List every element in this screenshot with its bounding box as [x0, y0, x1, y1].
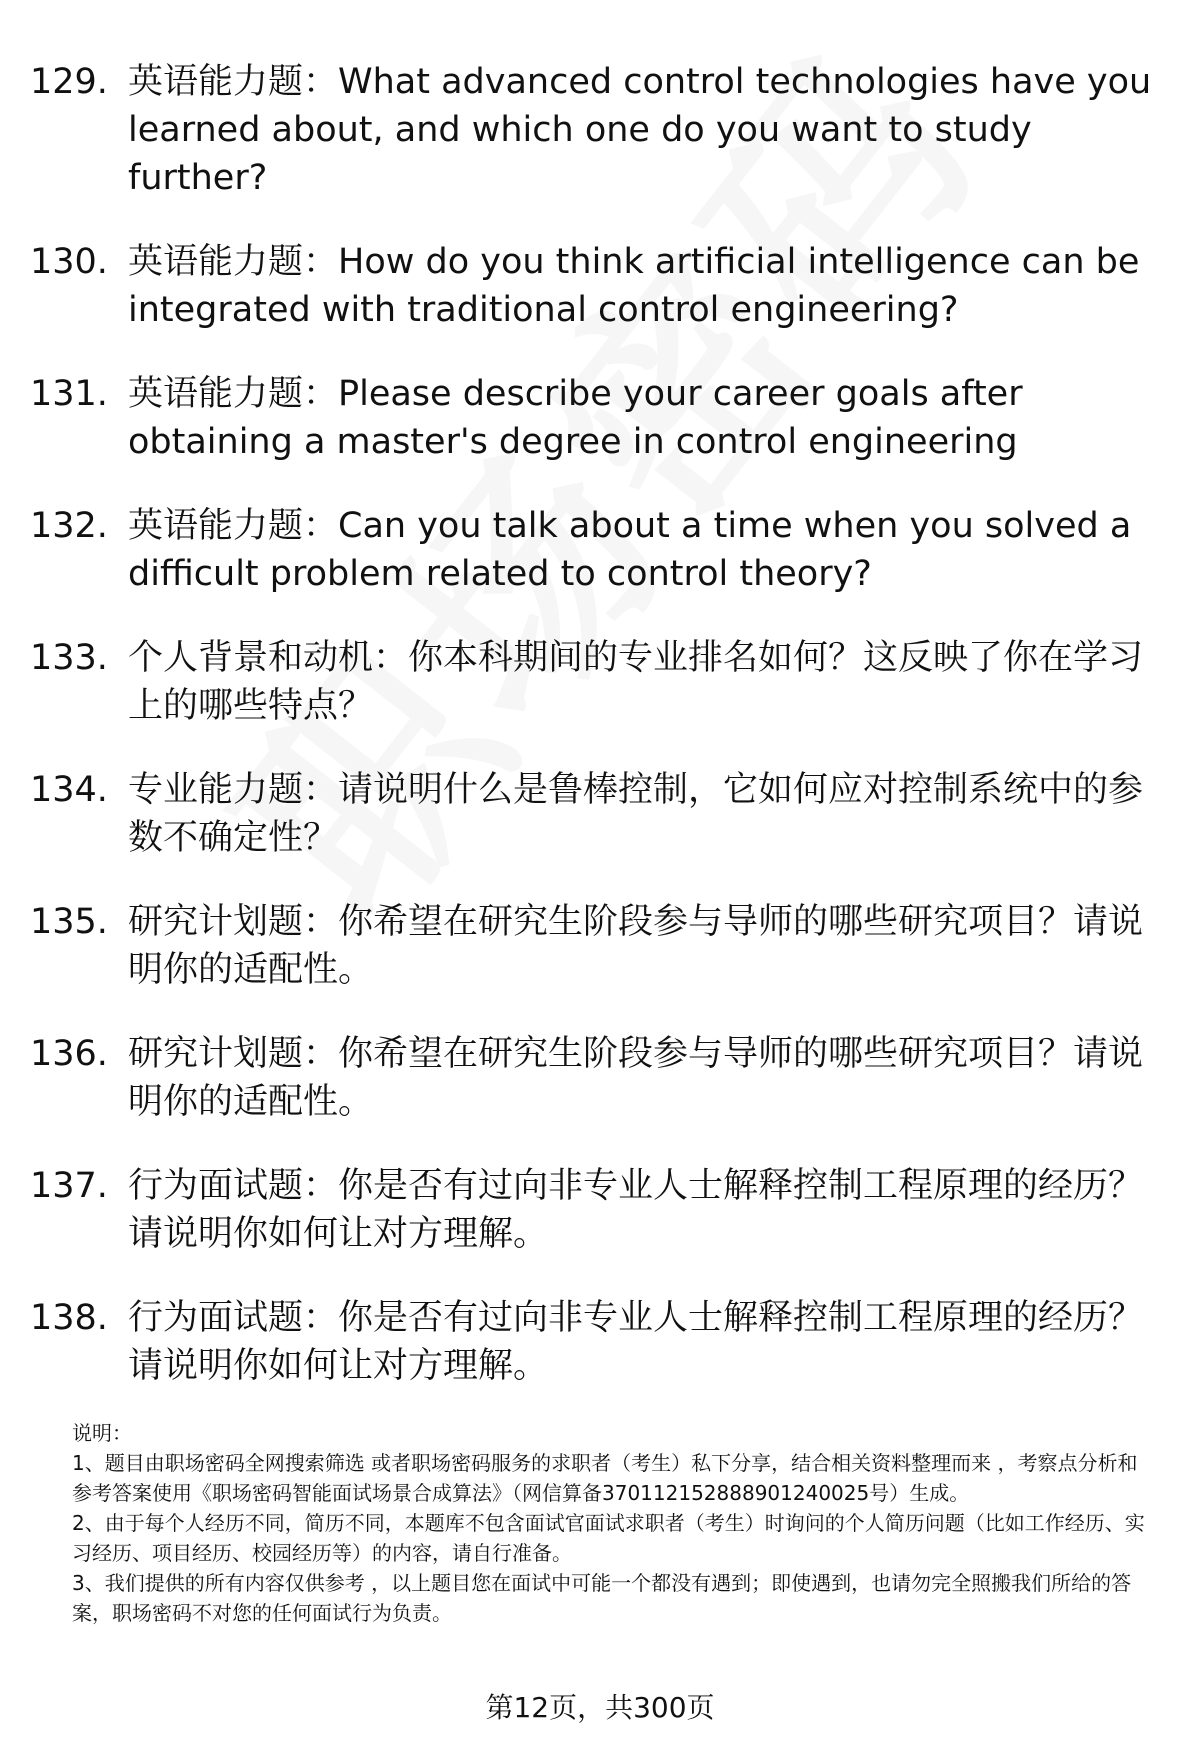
- question-text: 研究计划题：你希望在研究生阶段参与导师的哪些研究项目？请说明你的适配性。: [128, 1034, 1144, 1122]
- question-text: 英语能力题：How do you think artificial intelligence can be integrated with traditional control engineering?: [128, 242, 1140, 330]
- note-item: 1、题目由职场密码全网搜索筛选 或者职场密码服务的求职者（考生）私下分享，结合相关资料整理而来 ，考察点分析和参考答案使用《职场密码智能面试场景合成算法》（网信算备370112152888901240025号）生成。: [72, 1451, 1138, 1505]
- question-item: [30, 1030, 1170, 1126]
- question-item: [30, 370, 1170, 466]
- page-number: 第12页，共300页: [485, 1691, 715, 1724]
- notes-heading: 说明：: [72, 1421, 132, 1445]
- question-item: [30, 58, 1170, 202]
- question-text: 专业能力题：请说明什么是鲁棒控制，它如何应对控制系统中的参数不确定性？: [128, 770, 1144, 858]
- question-number: 136.: [30, 1034, 108, 1074]
- question-number: 135.: [30, 902, 108, 942]
- question-text: 研究计划题：你希望在研究生阶段参与导师的哪些研究项目？请说明你的适配性。: [128, 902, 1144, 990]
- question-text: 英语能力题：Please describe your career goals after obtaining a master's degree in control engineering: [128, 374, 1023, 462]
- question-text: 个人背景和动机：你本科期间的专业排名如何？这反映了你在学习上的哪些特点？: [128, 638, 1144, 726]
- question-number: 137.: [30, 1166, 108, 1206]
- question-number: 130.: [30, 242, 108, 282]
- question-text: 英语能力题：What advanced control technologies have you learned about, and which one do you want to study further?: [128, 62, 1152, 198]
- question-number: 133.: [30, 638, 108, 678]
- notes-section: [72, 1418, 1152, 1628]
- question-item: [30, 766, 1170, 862]
- question-number: 138.: [30, 1298, 108, 1338]
- question-number: 132.: [30, 506, 108, 546]
- question-item: [30, 238, 1170, 334]
- note-item: 3、我们提供的所有内容仅供参考 ，以上题目您在面试中可能一个都没有遇到；即使遇到，也请勿完全照搬我们所给的答案，职场密码不对您的任何面试行为负责。: [72, 1571, 1132, 1625]
- question-number: 131.: [30, 374, 108, 414]
- question-number: 129.: [30, 62, 108, 102]
- note-item: 2、由于每个人经历不同，简历不同，本题库不包含面试官面试求职者（考生）时询问的个人简历问题（比如工作经历、实习经历、项目经历、校园经历等）的内容，请自行准备。: [72, 1511, 1145, 1565]
- question-item: [30, 1162, 1170, 1258]
- question-text: 行为面试题：你是否有过向非专业人士解释控制工程原理的经历？请说明你如何让对方理解。: [128, 1298, 1144, 1386]
- question-item: [30, 1294, 1170, 1390]
- question-list: [30, 58, 1170, 1426]
- question-text: 英语能力题：Can you talk about a time when you solved a difficult problem related to control theory?: [128, 506, 1132, 594]
- question-item: [30, 502, 1170, 598]
- question-text: 行为面试题：你是否有过向非专业人士解释控制工程原理的经历？请说明你如何让对方理解。: [128, 1166, 1144, 1254]
- question-number: 134.: [30, 770, 108, 810]
- question-item: [30, 634, 1170, 730]
- question-item: [30, 898, 1170, 994]
